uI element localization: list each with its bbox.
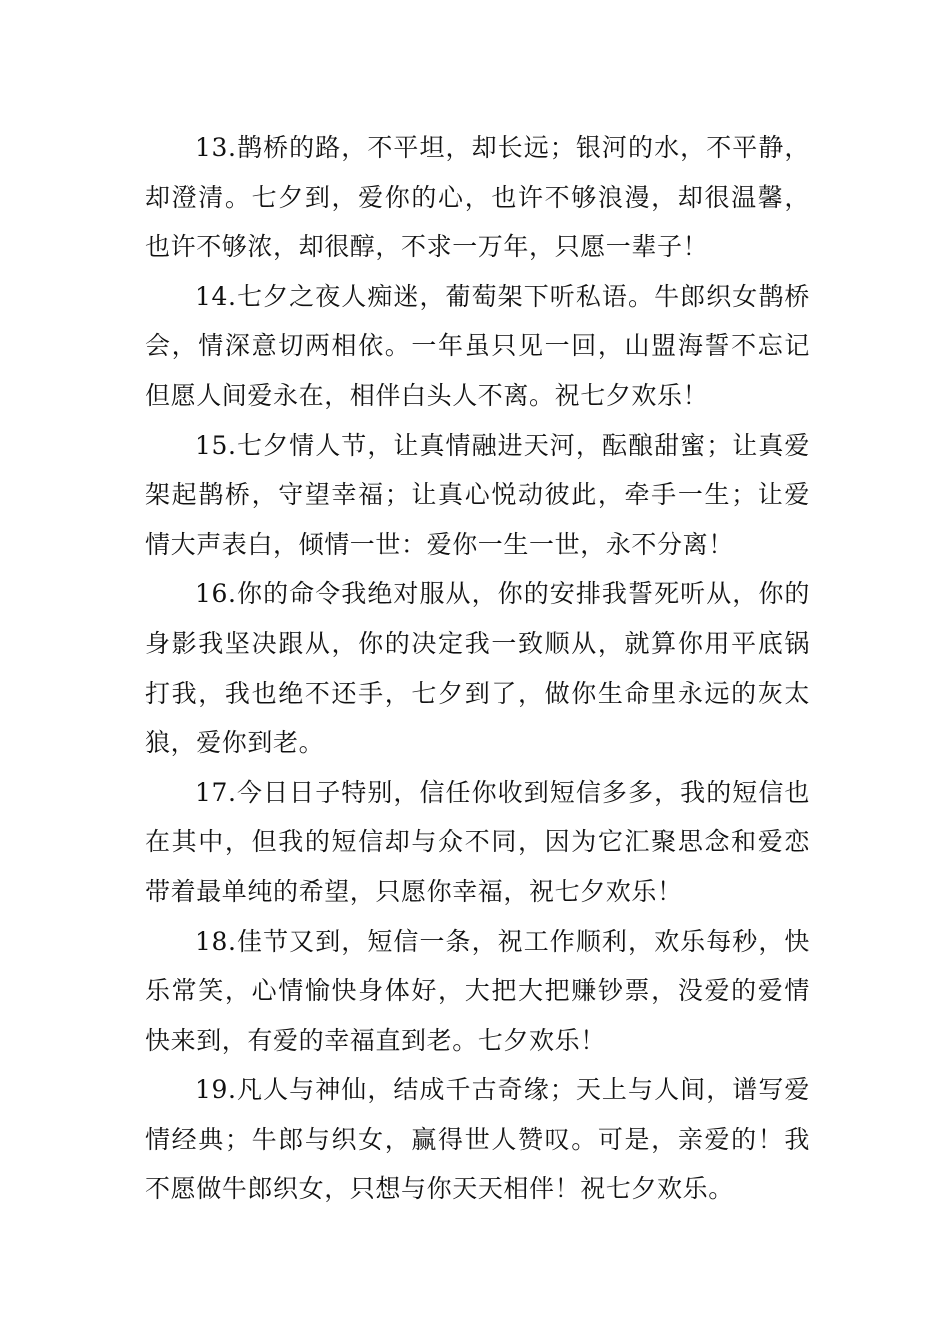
paragraph-19: 19.凡人与神仙，结成千古奇缘；天上与人间，谱写爱情经典；牛郎与织女，赢得世人赞叹。可是，亲爱的！我不愿做牛郎织女，只想与你天天相伴！祝七夕欢乐。 <box>145 1075 810 1204</box>
paragraph-17: 17.今日日子特别，信任你收到短信多多，我的短信也在其中，但我的短信却与众不同，因为它汇聚思念和爱恋带着最单纯的希望，只愿你幸福，祝七夕欢乐！ <box>145 777 810 906</box>
paragraph-16: 16.你的命令我绝对服从，你的安排我誓死听从，你的身影我坚决跟从，你的决定我一致顺从，就算你用平底锅打我，我也绝不还手，七夕到了，做你生命里永远的灰太狼，爱你到老。 <box>145 579 810 758</box>
document-body <box>145 123 810 1214</box>
paragraph-14: 14.七夕之夜人痴迷，葡萄架下听私语。牛郎织女鹊桥会，情深意切两相依。一年虽只见一回，山盟海誓不忘记但愿人间爱永在，相伴白头人不离。祝七夕欢乐！ <box>145 281 810 410</box>
paragraph-13: 13.鹊桥的路，不平坦，却长远；银河的水，不平静，却澄清。七夕到，爱你的心，也许不够浪漫，却很温馨，也许不够浓，却很醇，不求一万年，只愿一辈子！ <box>145 133 810 262</box>
paragraph-18: 18.佳节又到，短信一条，祝工作顺利，欢乐每秒，快乐常笑，心情愉快身体好，大把大把赚钞票，没爱的爱情快来到，有爱的幸福直到老。七夕欢乐！ <box>145 926 810 1055</box>
paragraph-15: 15.七夕情人节，让真情融进天河，酝酿甜蜜；让真爱架起鹊桥，守望幸福；让真心悦动彼此，牵手一生；让爱情大声表白，倾情一世：爱你一生一世，永不分离！ <box>145 430 810 559</box>
